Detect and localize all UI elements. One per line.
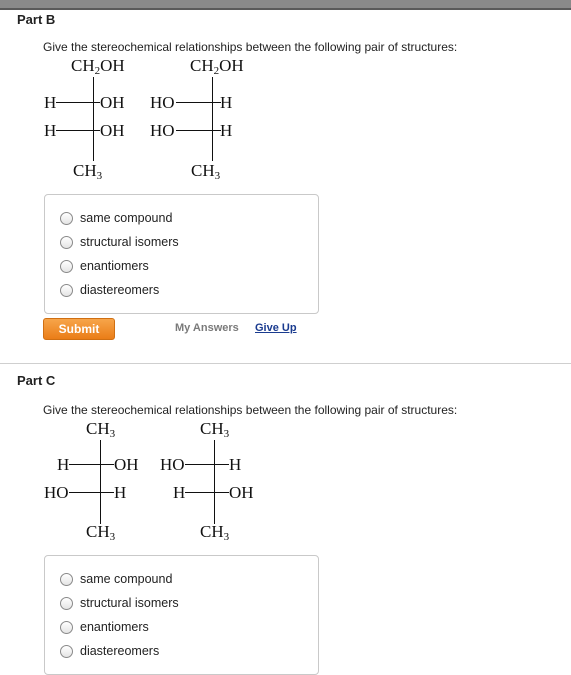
bond-line-2 (185, 492, 229, 493)
part-b-title: Part B (17, 12, 56, 27)
row1-right: OH (100, 93, 125, 112)
backbone-line (214, 440, 215, 524)
row1-right: H (229, 455, 242, 474)
backbone-line (100, 440, 101, 524)
part-c-question: Give the stereochemical relationships between the following pair of structures: (43, 403, 458, 417)
part-c-title: Part C (17, 373, 56, 388)
row2-right: H (114, 483, 127, 502)
bottom-group: $CH_3$ (73, 161, 103, 182)
row1-left: HO (160, 455, 185, 474)
radio-button[interactable] (60, 621, 73, 634)
radio-button[interactable] (60, 573, 73, 586)
section-divider (0, 363, 571, 364)
bond-line-1 (56, 102, 100, 103)
top-group: $CH_3$ (200, 419, 230, 440)
submit-button[interactable]: Submit (43, 318, 115, 340)
choice-diastereomers[interactable]: diastereomers (60, 642, 159, 660)
row1-left: HO (150, 93, 175, 112)
backbone-line (212, 77, 213, 161)
radio-button[interactable] (60, 645, 73, 658)
row1-right: OH (114, 455, 139, 474)
row2-left: HO (150, 121, 175, 140)
choice-structural-isomers[interactable]: structural isomers (60, 594, 179, 612)
row2-right: H (220, 121, 233, 140)
choice-enantiomers[interactable]: enantiomers (60, 618, 149, 636)
part-b-question: Give the stereochemical relationships between the following pair of structures: (43, 40, 458, 54)
my-answers-link[interactable]: My Answers (175, 322, 239, 334)
top-border (0, 8, 571, 10)
row2-right: OH (229, 483, 254, 502)
backbone-line (93, 77, 94, 161)
top-group: $CH_2OH$ (71, 56, 125, 77)
part-c-choices-box (44, 555, 319, 675)
row1-left: H (44, 93, 57, 112)
choice-structural-isomers[interactable]: structural isomers (60, 233, 179, 251)
row2-left: HO (44, 483, 69, 502)
radio-button[interactable] (60, 260, 73, 273)
radio-button[interactable] (60, 597, 73, 610)
bond-line-2 (176, 130, 221, 131)
row2-left: H (173, 483, 186, 502)
radio-button[interactable] (60, 212, 73, 225)
radio-button[interactable] (60, 236, 73, 249)
choice-diastereomers[interactable]: diastereomers (60, 281, 159, 299)
give-up-link[interactable]: Give Up (255, 322, 297, 334)
choice-same-compound[interactable]: same compound (60, 570, 172, 588)
bond-line-2 (56, 130, 100, 131)
choice-enantiomers[interactable]: enantiomers (60, 257, 149, 275)
bond-line-1 (185, 464, 229, 465)
row2-right: OH (100, 121, 125, 140)
choice-same-compound[interactable]: same compound (60, 209, 172, 227)
top-group: $CH_2OH$ (190, 56, 244, 77)
part-b-choices-box (44, 194, 319, 314)
bond-line-1 (69, 464, 114, 465)
bottom-group: $CH_3$ (200, 522, 230, 543)
bond-line-2 (69, 492, 114, 493)
row2-left: H (44, 121, 57, 140)
row1-left: H (57, 455, 70, 474)
bond-line-1 (176, 102, 221, 103)
top-group: $CH_3$ (86, 419, 116, 440)
top-bar (0, 0, 571, 8)
bottom-group: $CH_3$ (191, 161, 221, 182)
radio-button[interactable] (60, 284, 73, 297)
bottom-group: $CH_3$ (86, 522, 116, 543)
row1-right: H (220, 93, 233, 112)
